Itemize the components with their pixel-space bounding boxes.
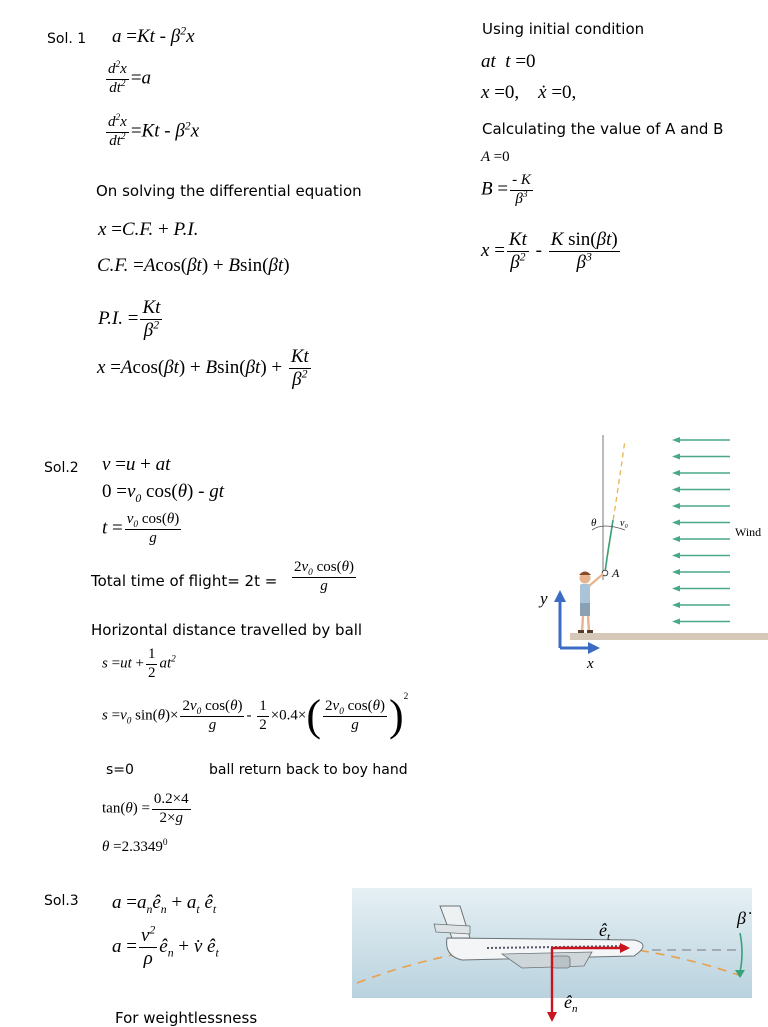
et-label: $ê_t$	[599, 920, 611, 943]
y-axis-label: y	[540, 589, 548, 608]
wind-arrow-head	[672, 619, 680, 625]
sol1-eq7: x =Acos(βt) + Bsin(βt) + $\frac{Kt}{\beta^2}$	[97, 346, 309, 390]
wind-arrow-head	[672, 553, 680, 559]
sol2-total-time-expr: $\frac{2v_0 \cos(\theta)}{g}$	[294, 559, 354, 594]
x-axis-label: x	[587, 656, 594, 672]
a-label: A	[612, 566, 620, 580]
beta-dot-label: β̇	[737, 908, 746, 928]
theta-label: θ	[591, 517, 597, 529]
wind-arrow-head	[672, 470, 680, 476]
ground	[570, 633, 768, 640]
sol1-eq1: $a =Kt - \beta^2x$	[112, 24, 195, 47]
wind-arrow-head	[672, 569, 680, 575]
sol2-s-zero: s=0	[106, 762, 134, 778]
sol1-eq2: $\frac{d^2x}{dt^2}$ =a	[108, 60, 152, 96]
sol1-eq3: $\frac{d^2x}{dt^2}$ $=Kt - \beta^2x$	[108, 113, 200, 149]
wind-arrow-head	[672, 602, 680, 608]
wind-ball-figure	[530, 430, 768, 680]
sol1-b-value: B = $\frac{- K}{\beta^3}$	[481, 172, 531, 207]
aircraft-figure	[352, 888, 752, 1024]
xy-axes	[554, 590, 600, 654]
sol2-return-text: ball return back to boy hand	[209, 762, 408, 778]
sol1-label: Sol. 1	[47, 31, 87, 47]
wind-arrows	[672, 437, 730, 625]
sol1-cond2: x =0, ẋ =0,	[481, 82, 577, 103]
sol2-horizontal-text: Horizontal distance travelled by ball	[91, 621, 363, 639]
wind-arrow-head	[672, 437, 680, 443]
wind-arrow-head	[672, 520, 680, 526]
sol3-eq2: a = $\frac{v^2}{\rho}$ $ê_n$ + v̇ $ê_t$	[112, 923, 219, 969]
wind-arrow-head	[672, 487, 680, 493]
wind-arrow-head	[672, 536, 680, 542]
sol1-initial-heading: Using initial condition	[482, 20, 645, 38]
en-label: $ê_n$	[564, 992, 578, 1015]
sol1-cond1: at t =0	[481, 51, 536, 72]
boy	[578, 572, 603, 634]
sol2-eq3: t = $\frac{v_0 \cos(\theta)}{g}$	[102, 511, 180, 546]
sol2-eq5: $s =v_0$ sin(θ)× $\frac{2v_0 \cos(\theta)}{g}$ - $\frac{1}{2}$ ×0.4×( $\frac{2v_0 \cos(\theta)}{g}$ )$^2$	[102, 691, 409, 740]
sol1-solving-text: On solving the differential equation	[96, 182, 362, 200]
sol2-eq2: $0 =v_0$ cos(θ) - gt	[102, 481, 224, 505]
sol3-label: Sol.3	[44, 893, 79, 909]
sol2-tan-eq: tan(θ) = $\frac{0.2\times 4}{2\times g}$	[102, 791, 189, 826]
wind-arrow-head	[672, 454, 680, 460]
wind-arrow-head	[672, 586, 680, 592]
v0-label: v₀	[620, 518, 628, 529]
sol1-eq4: x =C.F. + P.I.	[98, 219, 199, 240]
sol2-total-time-text: Total time of flight= 2t =	[91, 572, 278, 590]
sol2-label: Sol.2	[44, 460, 79, 476]
wind-label: Wind	[735, 525, 762, 539]
sol1-eq6: P.I. = $\frac{Kt}{\beta^2}$	[98, 297, 161, 341]
sol1-a-value: A =0	[481, 149, 510, 165]
sol2-eq4: s =ut + $\frac{1}{2}$ $at^2$	[102, 646, 176, 681]
sol2-eq1: v =u + at	[102, 454, 171, 475]
sol2-theta-result: $\theta =2.3349^0$	[102, 838, 168, 855]
sol1-eq5: C.F. =Acos(βt) + Bsin(βt)	[97, 255, 290, 276]
wind-arrow-head	[672, 503, 680, 509]
sol3-weightless-text: For weightlessness	[115, 1009, 258, 1027]
sol3-eq1: $a =a_nê_n + a_t$ $ê_t$	[112, 892, 217, 916]
sol1-calc-heading: Calculating the value of A and B	[482, 120, 724, 138]
sol1-final: x = $\frac{Kt}{\beta^2}$ - $\frac{\text{K sin(βt)}}{\beta^3}$	[481, 229, 618, 273]
